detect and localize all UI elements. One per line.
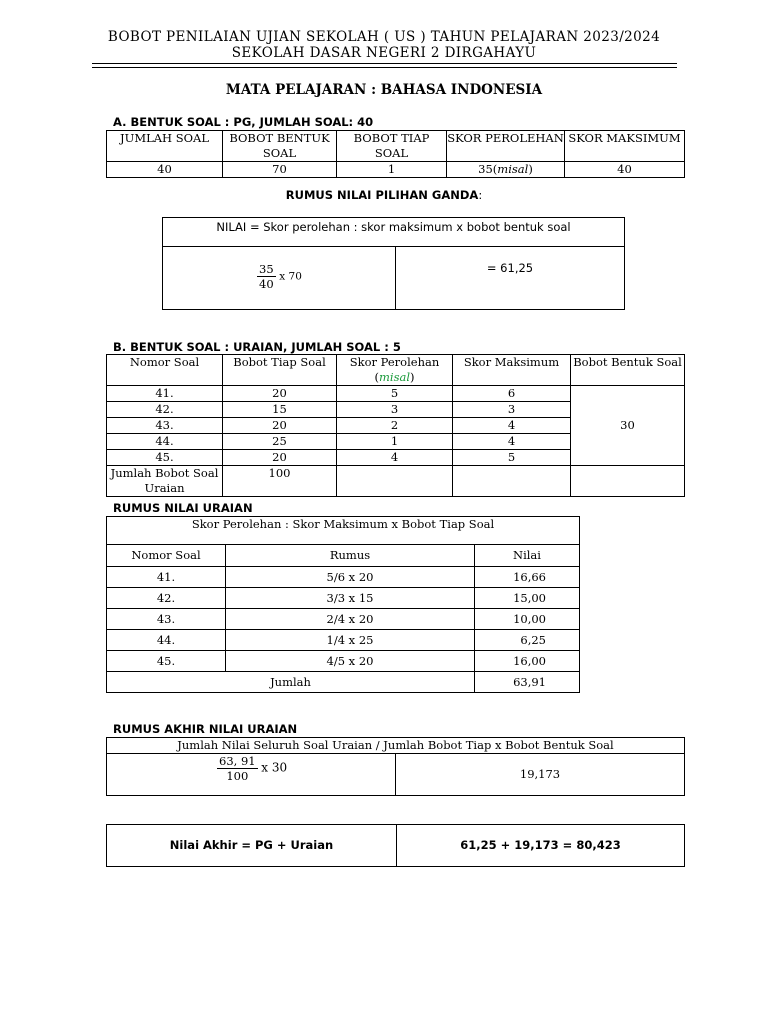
akhir-uraian-result: 19,173 bbox=[396, 754, 685, 796]
table-cell-rumus: 4/5 x 20 bbox=[226, 651, 475, 672]
table-cell-skor: 2 bbox=[337, 418, 453, 434]
pg-formula-text: NILAI = Skor perolehan : skor maksimum x bobot bentuk soal bbox=[163, 218, 625, 247]
table-cell-bobot: 20 bbox=[223, 450, 337, 466]
table-row-no: 45. bbox=[107, 651, 226, 672]
pg-fraction bbox=[257, 262, 276, 291]
pg-times: x 70 bbox=[279, 270, 302, 283]
table-cell-bobot: 15 bbox=[223, 402, 337, 418]
col-bobot-bentuk: BOBOT BENTUK SOAL bbox=[223, 131, 337, 162]
pg-bobot-tiap: 1 bbox=[337, 162, 447, 178]
final-score-table bbox=[106, 824, 685, 867]
subject-title: MATA PELAJARAN : BAHASA INDONESIA bbox=[225, 82, 543, 98]
jumlah-label: Jumlah bbox=[107, 672, 475, 693]
col-bobot-tiap-soal: Bobot Tiap Soal bbox=[223, 355, 337, 386]
table-row-no: 43. bbox=[107, 609, 226, 630]
table-cell-maks: 5 bbox=[453, 450, 571, 466]
col-jumlah-soal: JUMLAH SOAL bbox=[107, 131, 223, 162]
table-cell-skor: 4 bbox=[337, 450, 453, 466]
empty-cell bbox=[337, 466, 453, 497]
pg-formula-calc bbox=[163, 247, 396, 310]
bobot-bentuk-value: 30 bbox=[571, 386, 685, 466]
col-nomor-soal: Nomor Soal bbox=[107, 355, 223, 386]
table-row-no: 41. bbox=[107, 386, 223, 402]
col-skor-perolehan: SKOR PEROLEHAN bbox=[447, 131, 565, 162]
akhir-uraian-formula: Jumlah Nilai Seluruh Soal Uraian / Jumlah Bobot Tiap x Bobot Bentuk Soal bbox=[107, 738, 685, 754]
section-a-title: A. BENTUK SOAL : PG, JUMLAH SOAL: 40 bbox=[113, 115, 374, 129]
table-row-no: 45. bbox=[107, 450, 223, 466]
jumlah-value: 63,91 bbox=[475, 672, 580, 693]
pg-skor-misal: misal bbox=[497, 162, 529, 176]
table-cell-nilai: 16,00 bbox=[475, 651, 580, 672]
col-bobot-tiap: BOBOT TIAP SOAL bbox=[337, 131, 447, 162]
table-row-no: 43. bbox=[107, 418, 223, 434]
col-bobot-bentuk-soal: Bobot Bentuk Soal bbox=[571, 355, 685, 386]
total-bobot-value: 100 bbox=[223, 466, 337, 497]
col-skor-maksimum-uraian: Skor Maksimum bbox=[453, 355, 571, 386]
pg-formula-title bbox=[0, 188, 768, 202]
table-cell-rumus: 3/3 x 15 bbox=[226, 588, 475, 609]
uraian-formula-text: Skor Perolehan : Skor Maksimum x Bobot Tiap Soal bbox=[107, 517, 580, 545]
pg-fraction-den: 40 bbox=[259, 277, 274, 291]
col-skor-maksimum: SKOR MAKSIMUM bbox=[565, 131, 685, 162]
table-cell-maks: 6 bbox=[453, 386, 571, 402]
table-cell-nilai: 10,00 bbox=[475, 609, 580, 630]
table-cell-nilai: 15,00 bbox=[475, 588, 580, 609]
table-cell-maks: 3 bbox=[453, 402, 571, 418]
table-cell-nilai: 16,66 bbox=[475, 567, 580, 588]
table-cell-rumus: 2/4 x 20 bbox=[226, 609, 475, 630]
table-row-no: 41. bbox=[107, 567, 226, 588]
school-name: SEKOLAH DASAR NEGERI 2 DIRGAHAYU bbox=[231, 45, 537, 61]
table-cell-rumus: 5/6 x 20 bbox=[226, 567, 475, 588]
pg-skor-maksimum: 40 bbox=[565, 162, 685, 178]
uraian-formula-title: RUMUS NILAI URAIAN bbox=[113, 501, 253, 515]
table-cell-bobot: 20 bbox=[223, 418, 337, 434]
table-row-no: 44. bbox=[107, 630, 226, 651]
header-title: BOBOT PENILAIAN UJIAN SEKOLAH ( US ) TAHUN PELAJARAN 2023/2024 bbox=[107, 29, 661, 45]
pg-formula-title-text: RUMUS NILAI PILIHAN GANDA bbox=[285, 188, 479, 202]
table-cell-skor: 5 bbox=[337, 386, 453, 402]
pg-skor-value: 35( bbox=[478, 162, 498, 176]
col-skor-perolehan-uraian: Skor Perolehan (misal) bbox=[337, 355, 453, 386]
table-cell-skor: 3 bbox=[337, 402, 453, 418]
header-divider bbox=[92, 63, 677, 64]
akhir-fraction-den: 100 bbox=[226, 769, 249, 783]
empty-cell bbox=[453, 466, 571, 497]
pg-table bbox=[106, 130, 685, 178]
col-nilai: Nilai bbox=[475, 545, 580, 567]
table-row-no: 42. bbox=[107, 402, 223, 418]
table-cell-skor: 1 bbox=[337, 434, 453, 450]
total-bobot-label: Jumlah Bobot Soal Uraian bbox=[107, 466, 223, 497]
empty-cell bbox=[571, 466, 685, 497]
col-rumus: Rumus bbox=[226, 545, 475, 567]
final-value: 61,25 + 19,173 = 80,423 bbox=[397, 825, 685, 867]
pg-formula-table bbox=[162, 217, 625, 310]
table-row-no: 44. bbox=[107, 434, 223, 450]
akhir-uraian-title: RUMUS AKHIR NILAI URAIAN bbox=[113, 722, 298, 736]
pg-jumlah-soal: 40 bbox=[107, 162, 223, 178]
table-cell-maks: 4 bbox=[453, 434, 571, 450]
table-cell-rumus: 1/4 x 25 bbox=[226, 630, 475, 651]
table-row-no: 42. bbox=[107, 588, 226, 609]
uraian-table bbox=[106, 354, 685, 497]
header-divider-thin bbox=[92, 67, 677, 68]
final-label: Nilai Akhir = PG + Uraian bbox=[107, 825, 397, 867]
pg-bobot-bentuk: 70 bbox=[223, 162, 337, 178]
col-nomor: Nomor Soal bbox=[107, 545, 226, 567]
akhir-fraction-num: 63, 91 bbox=[219, 754, 256, 768]
pg-formula-title-colon: : bbox=[478, 188, 483, 202]
akhir-uraian-calc bbox=[107, 754, 396, 796]
pg-skor-close: ) bbox=[528, 162, 533, 176]
pg-skor-perolehan bbox=[447, 162, 565, 178]
table-cell-bobot: 20 bbox=[223, 386, 337, 402]
pg-result: = 61,25 bbox=[396, 247, 625, 310]
akhir-times: x 30 bbox=[261, 760, 288, 775]
table-cell-bobot: 25 bbox=[223, 434, 337, 450]
akhir-fraction bbox=[217, 754, 258, 783]
akhir-uraian-table bbox=[106, 737, 685, 796]
uraian-formula-table bbox=[106, 516, 580, 693]
skor-perolehan-label: Skor Perolehan bbox=[349, 355, 440, 369]
misal-label: misal bbox=[378, 370, 411, 384]
table-cell-maks: 4 bbox=[453, 418, 571, 434]
pg-fraction-num: 35 bbox=[259, 262, 274, 276]
table-cell-nilai: 6,25 bbox=[475, 630, 580, 651]
section-b-title: B. BENTUK SOAL : URAIAN, JUMLAH SOAL : 5 bbox=[113, 340, 401, 354]
